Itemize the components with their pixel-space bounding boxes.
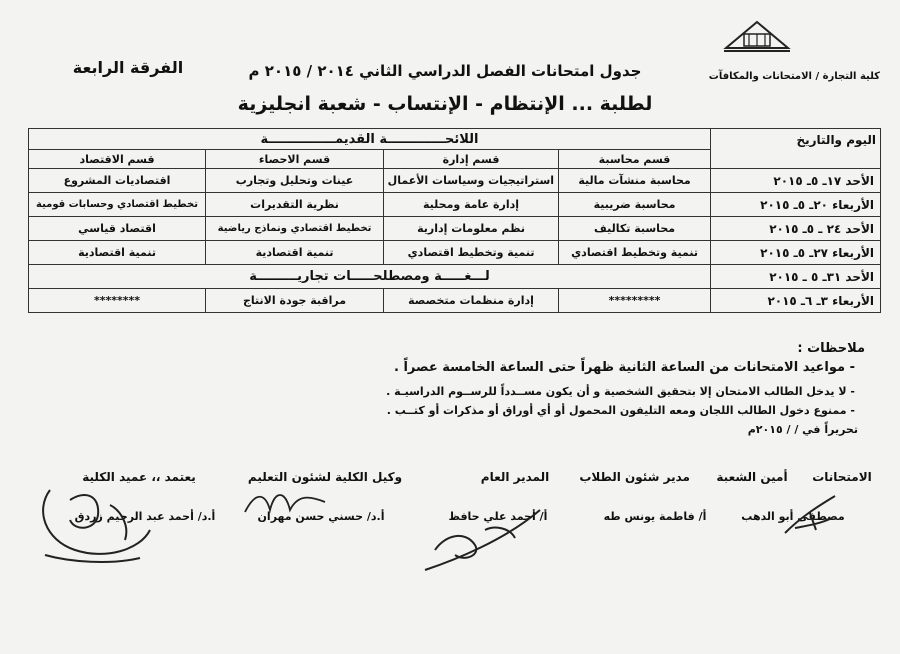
row-day: الأحد ١٧ـ ٥ـ ٢٠١٥ xyxy=(711,169,881,193)
row-day: الأحد ٣١ـ ٥ ـ ٢٠١٥ xyxy=(711,265,881,289)
exam-cell: نظرية التقديرات xyxy=(206,193,384,217)
table-row xyxy=(29,241,881,265)
row-day: الأحد ٢٤ ـ ٥ـ ٢٠١٥ xyxy=(711,217,881,241)
table-row xyxy=(29,193,881,217)
table-row xyxy=(29,217,881,241)
signature-scrawl-icon xyxy=(780,488,840,538)
exam-cell: استراتيجيات وسياسات الأعمال xyxy=(384,169,559,193)
table-row xyxy=(29,169,881,193)
exam-cell: محاسبة تكاليف xyxy=(559,217,711,241)
dept-economics: قسم الاقتصاد xyxy=(29,150,206,169)
sig-name-vice-dean: أ.د/ حسني حسن مهران xyxy=(257,510,385,523)
sig-title-dean: يعتمد ،، عميد الكلية xyxy=(82,470,196,484)
exam-cell: محاسبة ضريبية xyxy=(559,193,711,217)
exam-cell: تخطيط اقتصادي ونماذج رياضية xyxy=(206,217,384,241)
sig-title-student-affairs: مدير شئون الطلاب xyxy=(579,470,690,484)
sig-title-vice-dean: وكيل الكلية لشئون التعليم xyxy=(247,470,403,484)
note-item: - لا يدخل الطالب الامتحان إلا بتحقيق الشخصية و أن يكون مســدداً للرســوم الدراسيـة . xyxy=(386,385,855,398)
exam-cell: اقتصاديات المشروع xyxy=(29,169,206,193)
note-item: - مواعيد الامتحانات من الساعة الثانية ظهراً حتى الساعة الخامسة عصراً . xyxy=(394,360,855,375)
schedule-table xyxy=(28,128,881,313)
schedule-title: جدول امتحانات الفصل الدراسي الثاني ٢٠١٤ / ٢٠١٥ م xyxy=(248,62,642,80)
sig-title-exams: الامتحانات xyxy=(812,470,872,484)
university-logo-icon xyxy=(722,20,792,54)
sig-name-dean: أ.د/ أحمد عبد الرحيم زردق xyxy=(74,510,216,523)
exam-cell: عينات وتحليل وتجارب xyxy=(206,169,384,193)
faculty-name: كلية التجارة / الامتحانات والمكافآت xyxy=(708,71,880,82)
exam-cell: نظم معلومات إدارية xyxy=(384,217,559,241)
exam-cell: ******** xyxy=(29,289,206,313)
exam-cell: تنمية وتخطيط اقتصادي xyxy=(384,241,559,265)
row-day: الأربعاء ٣ـ ٦ـ ٢٠١٥ xyxy=(711,289,881,313)
day-date-header: اليوم والتاريخ xyxy=(711,129,881,169)
sig-title-division-secretary: أمين الشعبة xyxy=(716,470,788,484)
exam-cell: اقتصاد قياسي xyxy=(29,217,206,241)
exam-cell: تنمية اقتصادية xyxy=(206,241,384,265)
note-item: - ممنوع دخول الطالب اللجان ومعه التليفون المحمول أو أي أوراق أو مذكرات أو كتــب . xyxy=(386,404,855,417)
student-category: لطلبة ... الإنتظام - الإنتساب - شعبة انجليزية xyxy=(237,93,653,115)
table-row xyxy=(29,265,881,289)
note-text: لا يدخل الطالب الامتحان إلا بتحقيق الشخصية و أن يكون مســدداً للرســوم الدراسيـة . xyxy=(386,385,847,398)
signature-scrawl-icon xyxy=(30,470,160,570)
sig-name-exams: مصطفى أبو الدهب xyxy=(741,510,845,523)
written-on-date: تحريراً في / / ٢٠١٥م xyxy=(747,423,858,436)
dept-management: قسم إدارة xyxy=(384,150,559,169)
exam-cell: تخطيط اقتصادي وحسابات قومية xyxy=(29,193,206,217)
exam-cell: تنمية وتخطيط اقتصادي xyxy=(559,241,711,265)
sig-name-division-secretary: أ/ فاطمة يونس طه xyxy=(603,510,707,523)
notes-title: ملاحظات : xyxy=(797,341,865,356)
sig-name-student-affairs: أ/ أحمد علي حافظ xyxy=(448,510,548,523)
exam-cell: ********* xyxy=(559,289,711,313)
dept-accounting: قسم محاسبة xyxy=(559,150,711,169)
note-text: مواعيد الامتحانات من الساعة الثانية ظهراً حتى الساعة الخامسة عصراً . xyxy=(394,360,846,375)
table-row xyxy=(29,289,881,313)
exam-cell: إدارة منظمات متخصصة xyxy=(384,289,559,313)
table-header-row xyxy=(29,129,881,150)
dept-statistics: قسم الاحصاء xyxy=(206,150,384,169)
row-day: الأربعاء ٢٠ـ ٥ـ ٢٠١٥ xyxy=(711,193,881,217)
signature-scrawl-icon xyxy=(240,482,330,522)
row-day: الأربعاء ٢٧ـ ٥ـ ٢٠١٥ xyxy=(711,241,881,265)
signature-scrawl-icon xyxy=(415,500,545,575)
sig-title-general-manager: المدير العام xyxy=(480,470,550,484)
exam-cell: تنمية اقتصادية xyxy=(29,241,206,265)
exam-cell: محاسبة منشآت مالية xyxy=(559,169,711,193)
exam-cell: إدارة عامة ومحلية xyxy=(384,193,559,217)
note-text: ممنوع دخول الطالب اللجان ومعه التليفون المحمول أو أي أوراق أو مذكرات أو كتــب . xyxy=(386,404,847,417)
exam-cell-combined: لـــغـــــة ومصطلحـــــات تجاريـــــــــة xyxy=(29,265,711,289)
regulation-header: اللائحـــــــــــــة القديمـــــــــــــــة xyxy=(29,129,711,150)
grade-level: الفرقة الرابعة xyxy=(72,58,184,77)
exam-cell: مراقبة جودة الانتاج xyxy=(206,289,384,313)
